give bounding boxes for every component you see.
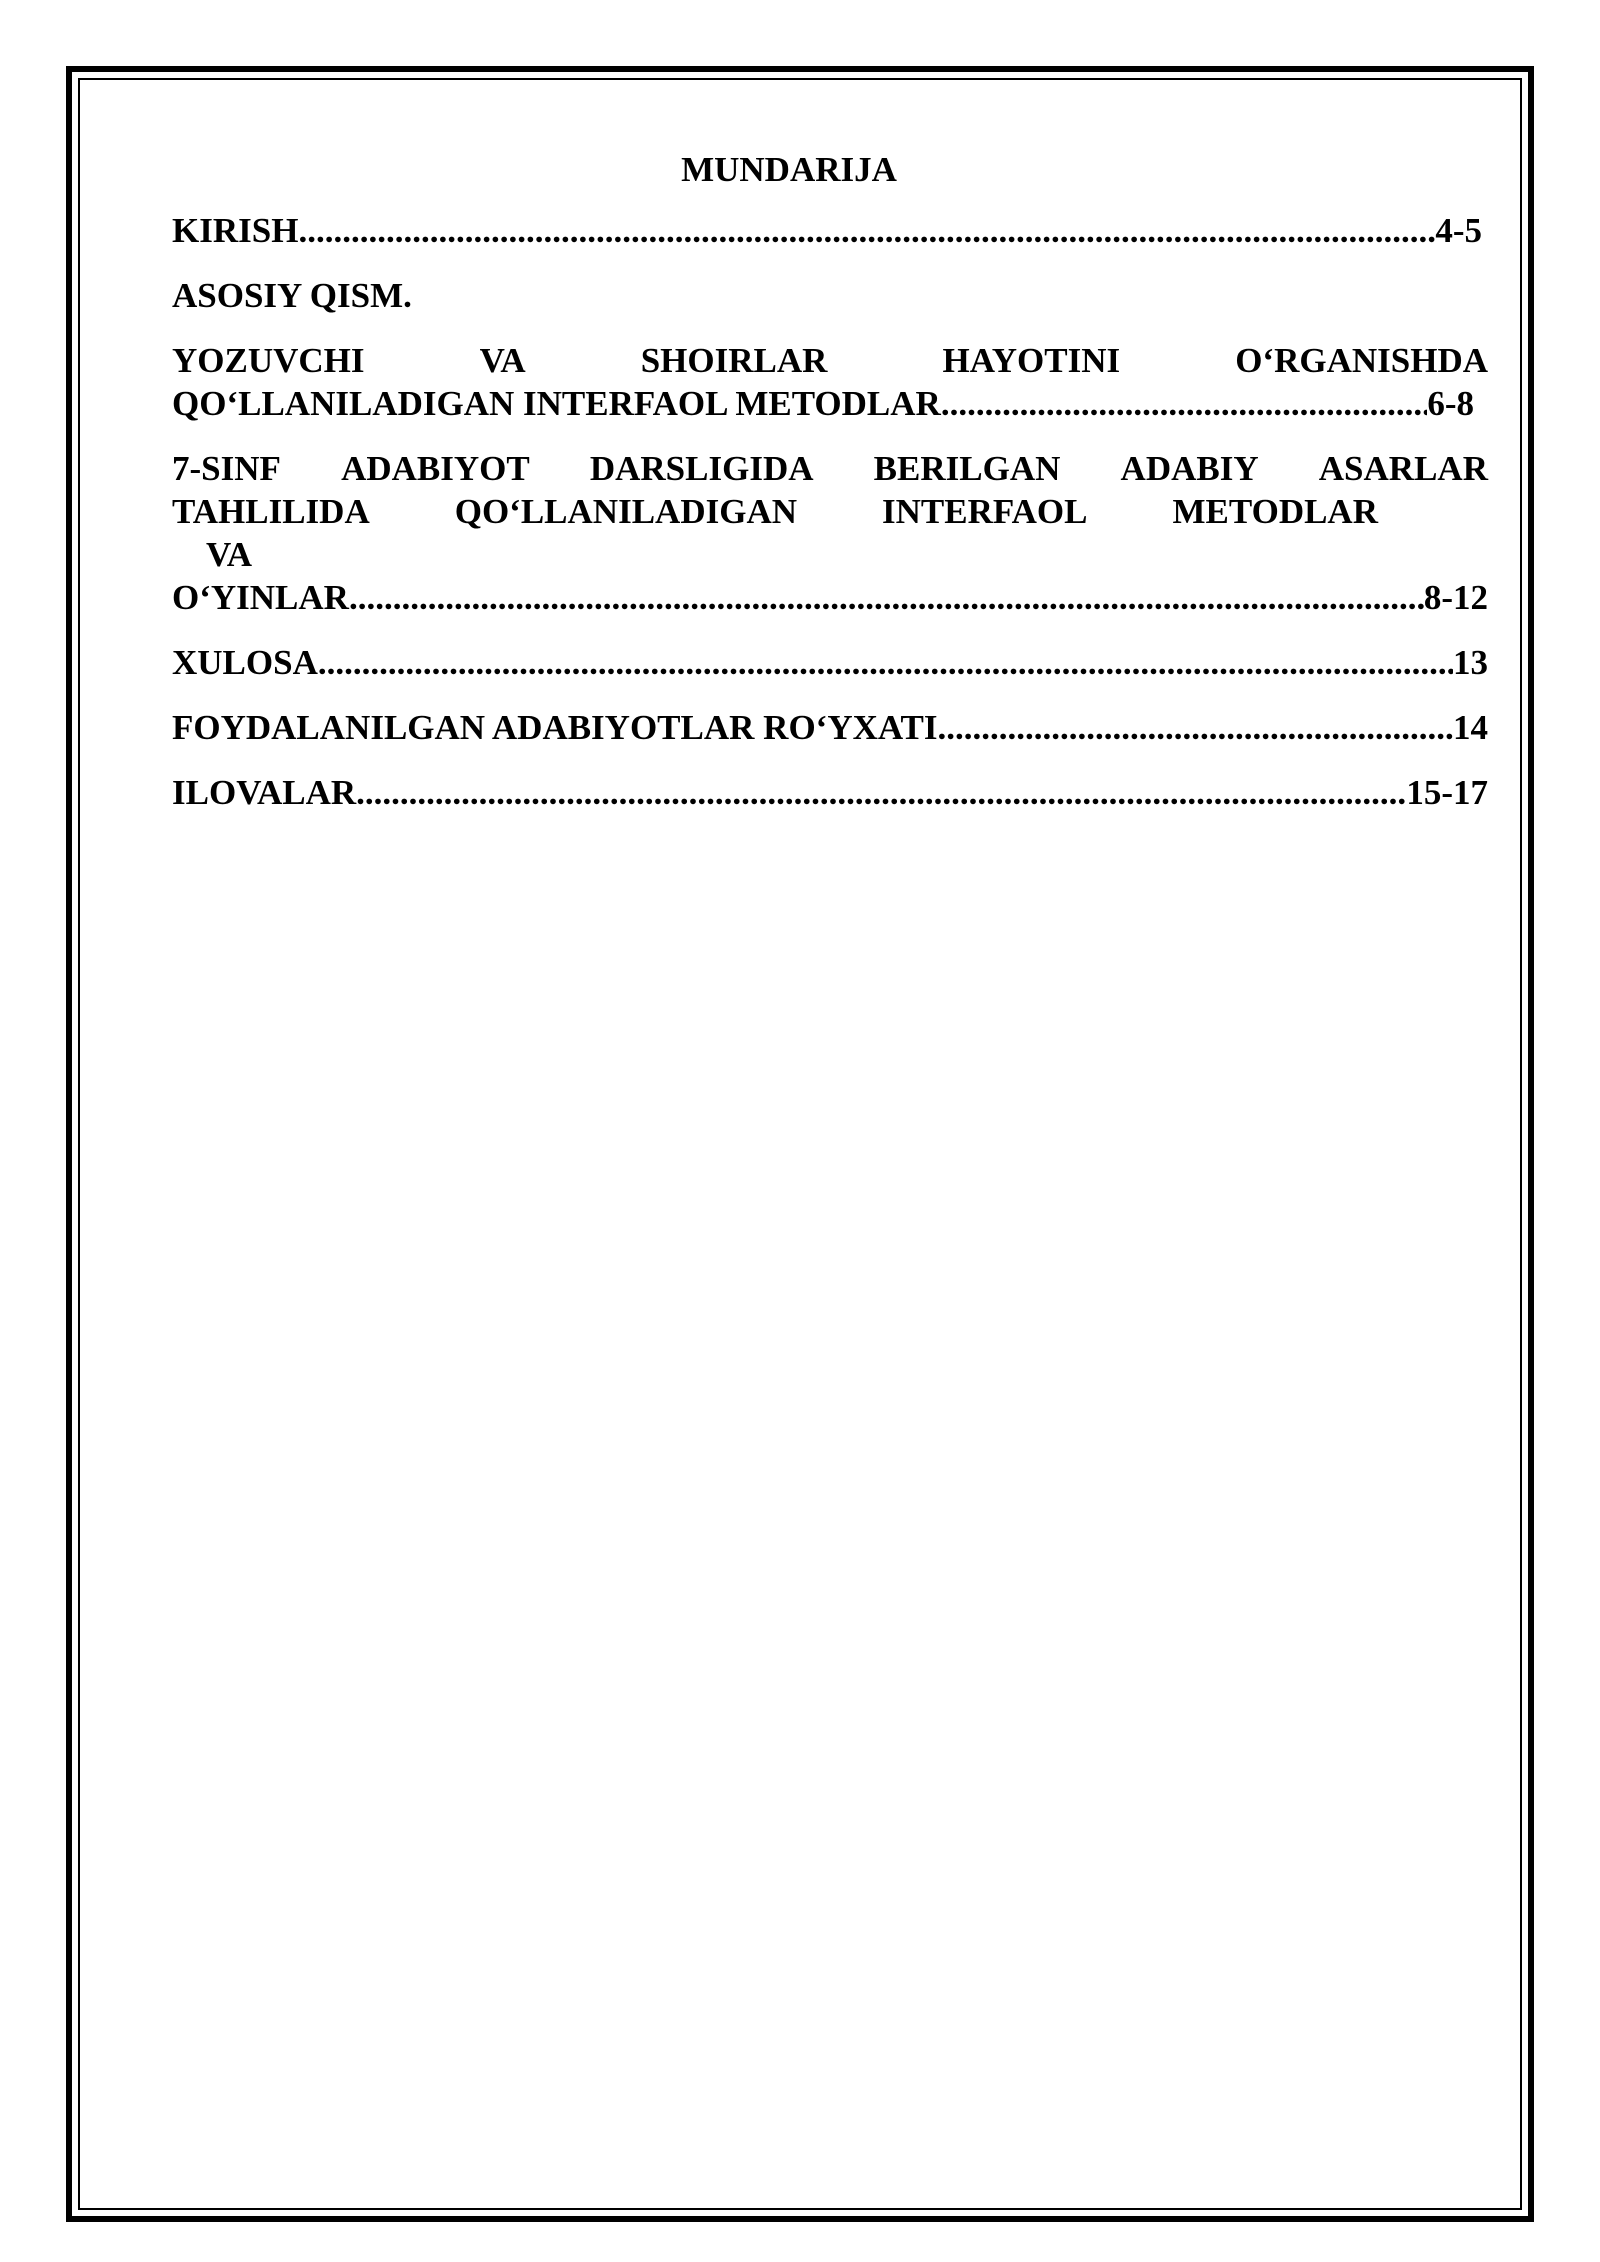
dot-leader — [318, 641, 1453, 684]
toc-word: SHOIRLAR — [640, 341, 828, 380]
table-of-contents — [172, 148, 1488, 814]
dot-leader — [938, 706, 1453, 749]
toc-page-number: 4-5 — [1435, 211, 1482, 250]
toc-entry-ilovalar — [172, 771, 1488, 814]
toc-word: BERILGAN — [873, 449, 1061, 488]
dot-leader — [941, 382, 1428, 425]
toc-word: HAYOTINI — [942, 341, 1121, 380]
toc-entry-kirish — [172, 209, 1482, 252]
toc-word: METODLAR — [1172, 492, 1378, 531]
toc-word: YOZUVCHI — [172, 341, 365, 380]
toc-word: ASARLAR — [1318, 449, 1488, 488]
toc-word: ADABIYOT — [341, 449, 530, 488]
toc-word: DARSLIGIDA — [589, 449, 814, 488]
toc-entry-asosiy: ASOSIY QISM. — [172, 276, 412, 315]
toc-word: O‘RGANISHDA — [1235, 341, 1488, 380]
toc-word: ADABIY — [1120, 449, 1259, 488]
dot-leader — [349, 576, 1424, 619]
toc-entry-label: O‘YINLAR — [172, 578, 349, 617]
toc-page-number: 6-8 — [1427, 384, 1474, 423]
toc-word: QO‘LLANILADIGAN — [454, 492, 797, 531]
toc-entry-xulosa — [172, 641, 1488, 684]
page-title: MUNDARIJA — [681, 150, 897, 189]
toc-entry-label: KIRISH — [172, 211, 299, 250]
toc-entry-foydalanilgan — [172, 706, 1488, 749]
toc-entry-line — [172, 490, 1378, 533]
toc-page-number: 15-17 — [1406, 773, 1488, 812]
toc-entry-label: XULOSA — [172, 643, 318, 682]
toc-entry-sinf — [172, 447, 1488, 619]
toc-word: TAHLILIDA — [172, 492, 370, 531]
dot-leader — [356, 771, 1406, 814]
toc-word: 7-SINF — [172, 449, 281, 488]
toc-entry-line: VA — [206, 535, 253, 574]
toc-page-number: 8-12 — [1423, 578, 1488, 617]
toc-entry-line — [172, 339, 1488, 382]
toc-entry-yozuvchi — [172, 339, 1488, 425]
toc-page-number: 13 — [1453, 643, 1488, 682]
toc-page-number: 14 — [1453, 708, 1488, 747]
toc-entry-label: FOYDALANILGAN ADABIYOTLAR RO‘YXATI — [172, 708, 938, 747]
toc-entry-line — [172, 576, 1488, 619]
toc-word: INTERFAOL — [882, 492, 1088, 531]
toc-word: VA — [479, 341, 526, 380]
dot-leader — [298, 209, 1435, 252]
toc-entry-label: ILOVALAR — [172, 773, 357, 812]
toc-entry-line — [172, 382, 1474, 425]
toc-entry-line — [172, 447, 1488, 490]
toc-entry-label: QO‘LLANILADIGAN INTERFAOL METODLAR — [172, 384, 941, 423]
